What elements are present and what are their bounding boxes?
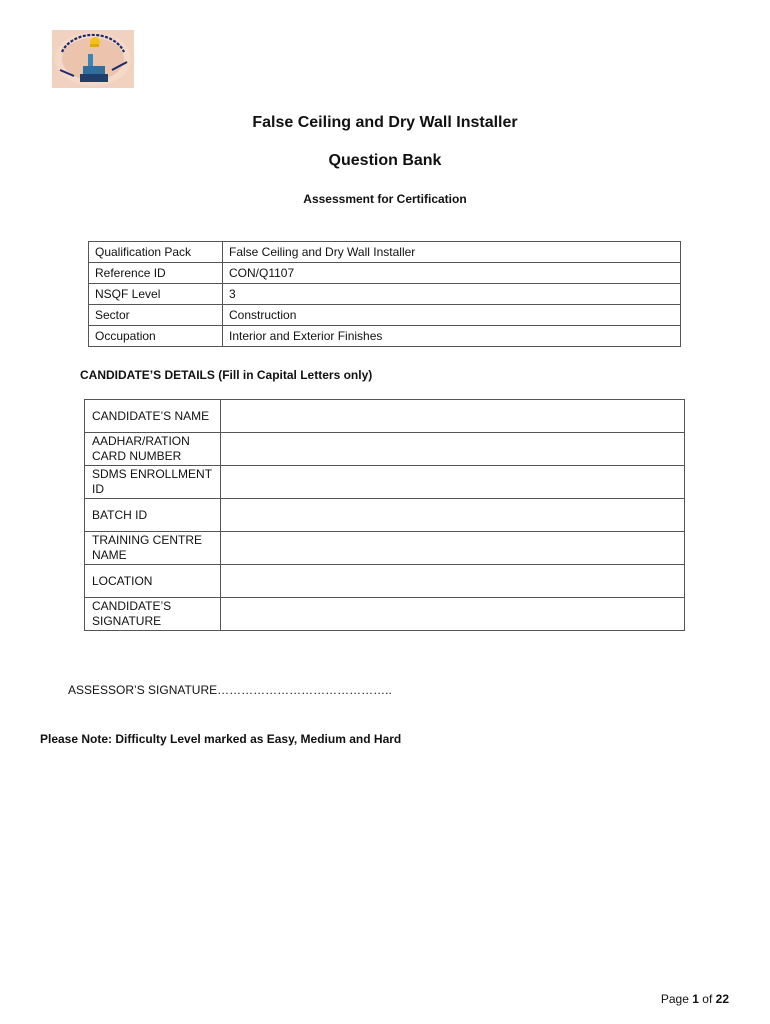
- document-subheading: Assessment for Certification: [303, 192, 467, 206]
- qp-value: 3: [223, 284, 681, 305]
- candidate-field-label: CANDIDATE’S SIGNATURE: [85, 598, 221, 631]
- batch-id-field[interactable]: [221, 499, 685, 532]
- qp-label: Sector: [89, 305, 223, 326]
- candidate-field-label: BATCH ID: [85, 499, 221, 532]
- table-row: [89, 263, 681, 284]
- candidate-field-label: SDMS ENROLLMENT ID: [85, 466, 221, 499]
- table-row: [85, 532, 685, 565]
- page-number: [661, 992, 729, 1006]
- table-row: [89, 326, 681, 347]
- candidate-name-field[interactable]: [221, 400, 685, 433]
- page-of: of: [702, 992, 713, 1006]
- organization-logo: [52, 30, 134, 88]
- table-row: [89, 284, 681, 305]
- training-centre-field[interactable]: [221, 532, 685, 565]
- qp-value: Interior and Exterior Finishes: [223, 326, 681, 347]
- document-title: False Ceiling and Dry Wall Installer: [252, 114, 518, 131]
- qp-label: NSQF Level: [89, 284, 223, 305]
- table-row: [89, 305, 681, 326]
- qp-value: False Ceiling and Dry Wall Installer: [223, 242, 681, 263]
- table-row: [85, 565, 685, 598]
- page-total: 22: [715, 992, 729, 1006]
- qp-value: Construction: [223, 305, 681, 326]
- candidate-field-label: TRAINING CENTRE NAME: [85, 532, 221, 565]
- table-row: [85, 466, 685, 499]
- candidate-field-label: AADHAR/RATION CARD NUMBER: [85, 433, 221, 466]
- assessor-signature-line: ASSESSOR’S SIGNATURE……………………………………..: [68, 683, 392, 697]
- qualification-table: [88, 241, 681, 347]
- candidate-field-label: LOCATION: [85, 565, 221, 598]
- difficulty-note: Please Note: Difficulty Level marked as Easy, Medium and Hard: [40, 732, 402, 746]
- qp-value: CON/Q1107: [223, 263, 681, 284]
- table-row: [85, 598, 685, 631]
- page-prefix: Page: [660, 992, 689, 1006]
- table-row: [85, 400, 685, 433]
- candidate-field-label: CANDIDATE’S NAME: [85, 400, 221, 433]
- table-row: [85, 499, 685, 532]
- location-field[interactable]: [221, 565, 685, 598]
- sdms-enrollment-field[interactable]: [221, 466, 685, 499]
- aadhar-ration-field[interactable]: [221, 433, 685, 466]
- qp-label: Qualification Pack: [89, 242, 223, 263]
- qp-label: Reference ID: [89, 263, 223, 284]
- table-row: [85, 433, 685, 466]
- table-row: [89, 242, 681, 263]
- document-subtitle: Question Bank: [328, 152, 442, 169]
- qp-label: Occupation: [89, 326, 223, 347]
- candidate-signature-field[interactable]: [221, 598, 685, 631]
- candidate-details-heading: CANDIDATE’S DETAILS (Fill in Capital Letters only): [80, 368, 373, 382]
- candidate-details-table: [84, 399, 685, 631]
- page-current: 1: [692, 992, 699, 1006]
